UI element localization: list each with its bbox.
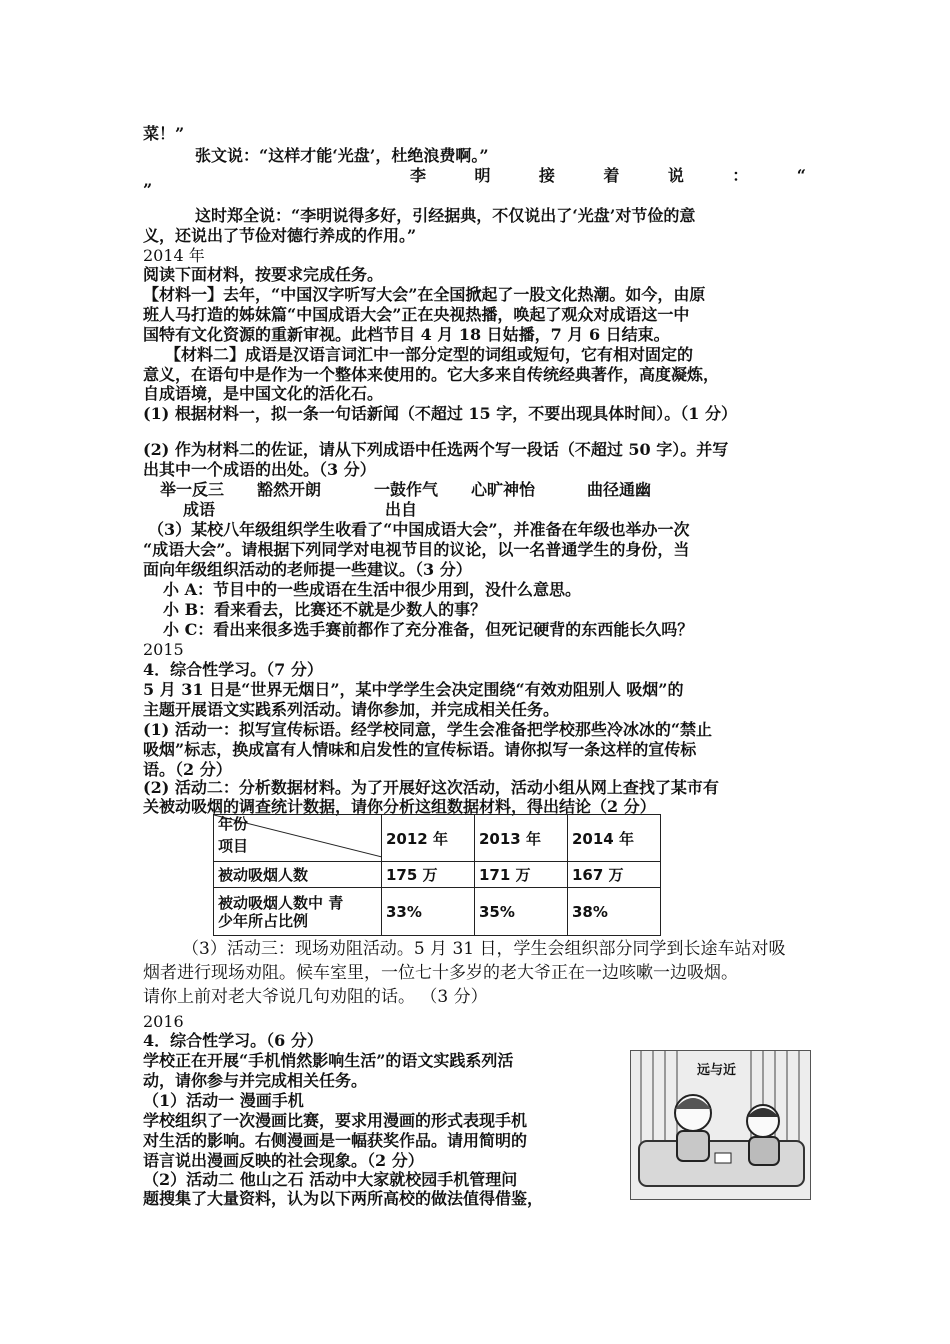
idiom: 曲径通幽 [587,480,652,499]
table-header-cell: 2014 年 [568,815,661,862]
section-title: 4．综合性学习。（6 分） [143,1031,323,1050]
comment-b: 小 B：看来看去，比赛还不就是少数人的事？ [163,600,487,619]
text-line: 学校正在开展“手机悄然影响生活”的语文实践系列活 [143,1051,514,1070]
question: 关被动吸烟的调查统计数据，请你分析这组数据材料，得出结论（2 分） [143,797,656,816]
text-line: 国特有文化资源的重新审视。此档节目 4 月 18 日姑播，7 月 6 日结束。 [143,325,670,344]
question: 烟者进行现场劝阻。候车室里，一位七十多岁的老大爷正在一边咳嗽一边吸烟。 [143,963,738,983]
text-line: 张文说：“这样才能‘光盘’，杜绝浪费啊。” [195,146,489,165]
text-line: 5 月 31 日是“世界无烟日”，某中学学生会决定围绕“有效劝阻别人 吸烟”的 [143,680,684,699]
char: 李 [410,166,427,185]
text-line: 这时郑全说：“李明说得多好，引经据典，不仅说出了‘光盘’对节俭的意 [195,206,696,225]
question: 语。（2 分） [143,760,232,779]
text-line: 主题开展语文实践系列活动。请你参加，并完成相关任务。 [143,700,560,719]
year-heading: 2016 [143,1012,184,1031]
table-row [214,888,661,936]
text-line: 学校组织了一次漫画比赛，要求用漫画的形式表现手机 [143,1111,528,1130]
table-corner-cell [214,815,382,862]
char: ： [732,166,749,185]
comment-a: 小 A：节目中的一些成语在生活中很少用到，没什么意思。 [163,580,581,599]
table-header-cell: 2012 年 [382,815,475,862]
char: 说 [667,166,684,185]
activity-heading: （1）活动一 漫画手机 [143,1091,304,1110]
table-header-row [214,815,661,862]
text-line: 阅读下面材料，按要求完成任务。 [143,265,384,284]
row-label-line: 少年所占比例 [218,911,309,930]
char: 接 [538,166,555,185]
question: “成语大会”。请根据下列同学对电视节目的议论，以一名普通学生的身份，当 [143,540,690,559]
table-row [214,862,661,888]
section-title: 4．综合性学习。（7 分） [143,660,323,679]
question: （3）活动三：现场劝阻活动。5 月 31 日，学生会组织部分同学到长途车站对吸 [182,939,786,959]
idiom-label: 成语 [183,500,216,519]
idiom: 一鼓作气 [374,480,439,499]
question: 吸烟”标志，换成富有人情味和启发性的宣传标语。请你拟写一条这样的宣传标 [143,740,697,759]
char: 着 [603,166,620,185]
table-cell: 167 万 [568,862,661,888]
cartoon-caption: 远与近 [697,1063,737,1078]
question: （3）某校八年级组织学生收看了“中国成语大会”，并准备在年级也举办一次 [148,520,690,539]
row-label-line: 被动吸烟人数中 青 [218,893,344,912]
table-cell: 175 万 [382,862,475,888]
text-line: 意义，在语句中是作为一个整体来使用的。它大多来自传统经典著作，高度凝炼， [143,365,720,384]
text-line: 自成语境，是中国文化的活化石。 [143,384,384,403]
idiom-source-label: 出自 [385,500,418,519]
idiom: 举一反三 [160,480,225,499]
table-row-label [214,888,382,936]
question: (2) 作为材料二的佐证，请从下列成语中任选两个写一段话（不超过 50 字）。并写 [143,440,729,459]
comment-c: 小 C：看出来很多选手赛前都作了充分准备，但死记硬背的东西能长久吗？ [163,620,694,639]
table-cell: 38% [568,888,661,936]
text-line: 菜！” [143,124,185,143]
corner-label-item: 项目 [218,837,249,855]
question: (1) 根据材料一，拟一条一句话新闻（不超过 15 字，不要出现具体时间）。（1 分） [143,404,737,423]
question: (2) 活动二：分析数据材料。为了开展好这次活动，活动小组从网上查找了某市有 [143,778,719,797]
idiom: 心旷神怡 [471,480,536,499]
table-cell: 35% [475,888,568,936]
text-line-spread [410,166,806,186]
char: 明 [474,166,491,185]
table-cell: 171 万 [475,862,568,888]
text-line: 义，还说出了节俭对德行养成的作用。” [143,226,417,245]
year-heading: 2015 [143,640,184,659]
year-heading: 2014 年 [143,246,205,265]
text-line: 题搜集了大量资料，认为以下两所高校的做法值得借鉴， [143,1189,544,1208]
smoking-data-table [213,814,661,936]
text-line: 对生活的影响。右侧漫画是一幅获奖作品。请用简明的 [143,1131,528,1150]
text-line: 语言说出漫画反映的社会现象。（2 分） [143,1151,424,1170]
text-line: ” [143,180,153,199]
idiom: 豁然开朗 [257,480,322,499]
table-header-cell: 2013 年 [475,815,568,862]
text-line: （2）活动二 他山之石 活动中大家就校园手机管理问 [143,1170,518,1189]
question: 请你上前对老大爷说几句劝阻的话。 （3 分） [143,987,488,1007]
cartoon-image [630,1050,811,1200]
question: 面向年级组织活动的老师提一些建议。（3 分） [143,560,472,579]
text-line: 动，请你参与并完成相关任务。 [143,1071,368,1090]
text-line: 【材料二】成语是汉语言词汇中一部分定型的词组或短句，它有相对固定的 [165,345,694,364]
table-cell: 33% [382,888,475,936]
question: (1) 活动一：拟写宣传标语。经学校同意，学生会准备把学校那些冷冰冰的“禁止 [143,720,713,739]
char: “ [796,166,806,185]
corner-label-year: 年份 [218,815,249,833]
table-row-label: 被动吸烟人数 [214,862,382,888]
text-line: 【材料一】去年，“中国汉字听写大会”在全国掀起了一股文化热潮。如今，由原 [143,285,706,304]
question: 出其中一个成语的出处。（3 分） [143,460,376,479]
text-line: 班人马打造的姊妹篇“中国成语大会”正在央视热播，唤起了观众对成语这一中 [143,305,690,324]
